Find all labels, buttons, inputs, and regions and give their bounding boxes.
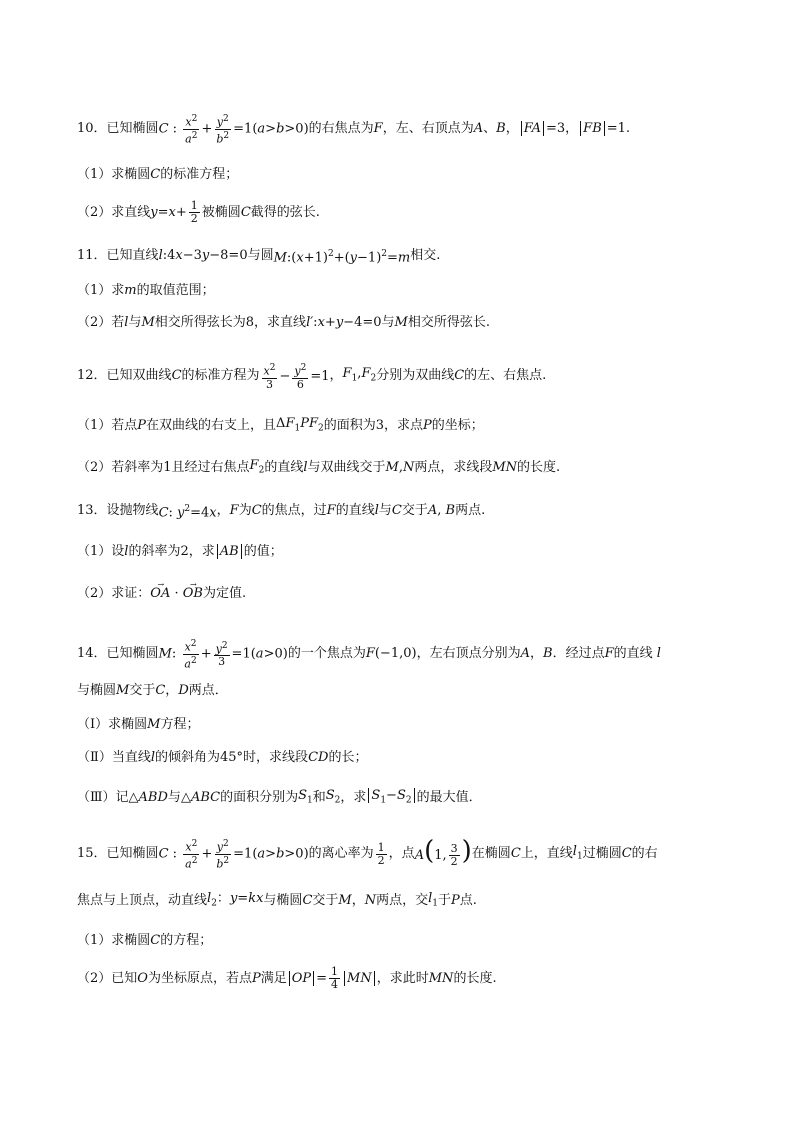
problem-13-part-1 — [77, 543, 754, 561]
text: （1）设 — [77, 544, 125, 559]
problem-12-part-1 — [77, 415, 754, 438]
text: ， — [505, 121, 519, 137]
text: 相交. — [410, 248, 441, 264]
text: （2）若 — [77, 315, 125, 330]
text: ， — [216, 503, 230, 519]
text: 交于 — [129, 683, 156, 698]
text: （2）已知 — [77, 970, 138, 986]
text: 的面积为3，求点 — [323, 418, 423, 434]
text: 为定值. — [202, 586, 247, 601]
problem-15-statement — [77, 835, 754, 871]
text: （1）求椭圆 — [77, 167, 151, 182]
problem-13-statement — [77, 500, 754, 522]
text: 两点. — [455, 503, 486, 519]
formula: C — [302, 893, 313, 909]
text: 上，直线 — [520, 846, 573, 862]
text: 的斜率为2，求 — [128, 544, 215, 559]
problem-15-statement-line-2 — [77, 890, 754, 913]
formula: MN — [492, 460, 518, 476]
formula: C — [454, 368, 465, 384]
formula: M — [141, 315, 155, 330]
text: 两点． — [188, 683, 228, 698]
formula: C: $y^2=4x$ — [158, 504, 217, 521]
formula: C : $\frac{x^2}{a^2}$ + $\frac{y^2}{b^2}$ =1(a>b>0) — [158, 839, 309, 871]
formula: P — [251, 970, 261, 986]
text: ，求此时 — [376, 970, 429, 986]
text: 的面积分别为 — [220, 790, 299, 806]
problem-12-statement — [77, 362, 754, 391]
formula: l:4x−3y−8=0 — [158, 248, 248, 264]
text: ， — [565, 121, 579, 137]
text: ，左右顶点分别为 — [416, 646, 521, 662]
formula: $F_2$ — [249, 458, 265, 476]
formula: l′:x+y−4=0 — [306, 315, 382, 330]
formula: △ABC — [180, 790, 221, 806]
formula: O — [137, 970, 148, 986]
formula: C — [150, 933, 161, 948]
problem-number: 15． — [77, 846, 107, 862]
text: 焦点与上顶点，动直线 — [77, 893, 208, 909]
text: 截得的弦长. — [250, 204, 320, 220]
formula: C — [240, 204, 251, 220]
problem-number: 14． — [77, 646, 107, 662]
formula: △ABD — [128, 790, 168, 806]
text: 交于 — [401, 503, 428, 519]
text: 已知椭圆 — [106, 846, 159, 862]
text: （Ⅱ）当直线 — [77, 750, 151, 765]
formula: C — [510, 846, 521, 862]
problem-14-part-3 — [77, 787, 754, 810]
text: 分别为双曲线 — [376, 368, 455, 384]
formula: $l_1$ — [428, 891, 439, 909]
formula: A, B — [427, 503, 456, 519]
problem-11-statement — [77, 245, 754, 267]
formula: $\Delta F_1PF_2$ — [276, 416, 324, 434]
text: ，左、右顶点为 — [382, 121, 474, 137]
text: 的离心率为 — [308, 846, 374, 862]
formula: $l_2$：y=kx — [207, 891, 264, 909]
problem-13-part-2 — [77, 585, 754, 603]
problem-number: 11． — [77, 248, 107, 264]
text: 在双曲线的右支上，且 — [146, 418, 277, 434]
text: 的最大值． — [416, 790, 482, 806]
formula: l — [124, 544, 129, 559]
formula: F — [229, 503, 239, 519]
text: ．经过点 — [552, 646, 605, 662]
problem-14-statement-line-2 — [77, 682, 754, 700]
text: 与 — [128, 315, 142, 330]
text: 与双曲线交于 — [307, 460, 386, 476]
formula: F — [604, 646, 614, 662]
text: 的直线 — [335, 503, 375, 519]
text: 的左、右焦点. — [464, 368, 547, 384]
text: 的长度. — [517, 460, 561, 476]
formula: l — [150, 750, 156, 765]
text: 的焦点，过 — [261, 503, 327, 519]
text: 方程； — [160, 717, 200, 732]
text: 满足 — [260, 970, 287, 986]
text: （2）求证： — [77, 586, 151, 601]
problem-10-statement — [77, 113, 754, 145]
text: 的右 — [631, 846, 658, 862]
text: 在椭圆 — [471, 846, 511, 862]
text: 的标准方程为 — [181, 368, 260, 384]
formula: N — [364, 893, 377, 909]
problem-11-part-2 — [77, 314, 754, 332]
problem-number: 12． — [77, 368, 107, 384]
formula: M — [116, 683, 130, 698]
formula: m — [124, 283, 137, 298]
text: 的长； — [328, 750, 368, 765]
formula: M,N — [385, 460, 415, 476]
formula: $S_2$ — [325, 788, 341, 806]
text: 两点，求线段 — [414, 460, 493, 476]
text: 的长度. — [453, 970, 497, 986]
text: ， — [351, 893, 365, 909]
problem-12-part-2 — [77, 457, 754, 480]
text: 与 — [378, 503, 392, 519]
text: 与圆 — [247, 248, 274, 264]
formula: F — [373, 121, 383, 137]
problem-15-part-2 — [77, 966, 754, 991]
text: 的坐标； — [431, 418, 484, 434]
problem-number: 10． — [77, 121, 107, 137]
formula: $S_1$ — [298, 788, 313, 806]
formula: l — [652, 646, 661, 662]
text: 与 — [381, 315, 395, 330]
text: ，求 — [340, 790, 367, 806]
text: 设抛物线 — [106, 503, 159, 519]
text: 于 — [438, 893, 452, 909]
text: 两点，交 — [376, 893, 429, 909]
problem-10-part-2 — [77, 200, 754, 225]
formula: C : $\frac{x^2}{a^2}$ + $\frac{y^2}{b^2}$ =1(a>b>0) — [158, 114, 309, 146]
text: ，点 — [388, 846, 415, 862]
text: 相交所得弦长为8，求直线 — [154, 315, 307, 330]
text: 的倾斜角为45°时，求线段 — [155, 750, 309, 765]
formula: l — [374, 503, 379, 519]
formula: FB =1. — [578, 120, 630, 138]
text: 相交所得弦长. — [407, 315, 490, 330]
formula: C — [251, 503, 262, 519]
text: 的值； — [243, 544, 283, 559]
text: （Ⅰ）求椭圆 — [77, 717, 148, 732]
formula: F — [326, 503, 336, 519]
problem-14-part-1 — [77, 716, 754, 734]
formula: C — [171, 368, 182, 384]
formula: $\frac{1}{2}$ — [377, 840, 385, 867]
text: 与椭圆 — [263, 893, 303, 909]
text: 为 — [238, 503, 252, 519]
problem-14-statement — [77, 638, 754, 670]
text: 已知双曲线 — [106, 368, 172, 384]
formula: A，B — [520, 646, 553, 662]
formula: P — [137, 418, 147, 434]
text: 的方程； — [160, 933, 213, 948]
text: （1）求椭圆 — [77, 933, 151, 948]
text: 点. — [459, 893, 477, 909]
formula: $M:(x+1)^2+(y-1)^2=m$ — [273, 249, 411, 266]
formula: MN — [428, 970, 454, 986]
problem-number: 13． — [77, 503, 107, 519]
text: （1）若点 — [77, 418, 138, 434]
formula: M — [147, 717, 161, 732]
text: ， — [329, 368, 343, 384]
formula: C — [391, 503, 402, 519]
formula: A(1, $\frac{3}{2}$ ) — [414, 835, 472, 868]
formula: → OA · → OB — [150, 585, 203, 603]
text: 的取值范围； — [136, 283, 215, 298]
problem-10-part-1 — [77, 166, 754, 184]
text: 的一个焦点为 — [287, 646, 366, 662]
text: 的直线 — [264, 460, 304, 476]
formula: P — [423, 418, 432, 434]
formula: A、B — [473, 121, 506, 137]
formula: C — [621, 846, 632, 862]
formula: C — [150, 167, 161, 182]
formula: M: $\frac{x^2}{a^2}$ + $\frac{y^2}{3}$ =1(a>0) — [158, 639, 288, 671]
formula: $F_1,F_2$ — [342, 366, 377, 384]
text: 过椭圆 — [582, 846, 622, 862]
formula: y=x+ $\frac{1}{2}$ — [150, 199, 198, 225]
formula: CD — [308, 750, 329, 765]
formula: C，D — [155, 683, 189, 698]
text: 已知椭圆 — [106, 646, 159, 662]
formula: $\frac{x^2}{3}$ − $\frac{y^2}{6}$ =1 — [263, 363, 330, 391]
formula: $S_1-S_2$ — [366, 787, 416, 810]
text: 的直线 — [613, 646, 653, 662]
formula: P — [451, 893, 460, 909]
text: 的标准方程； — [160, 167, 239, 182]
problem-14-part-2 — [77, 749, 754, 767]
text: （Ⅲ）记 — [77, 790, 129, 806]
formula: AB — [215, 543, 244, 561]
text: 为坐标原点，若点 — [147, 970, 252, 986]
text: 和 — [312, 790, 326, 806]
text: 与椭圆 — [77, 683, 117, 698]
text: 交于 — [312, 893, 339, 909]
formula: M — [338, 893, 352, 909]
text: 的右焦点为 — [308, 121, 374, 137]
formula: OP = $\frac{1}{4}$ MN — [287, 966, 377, 991]
text: （2）若斜率为1且经过右焦点 — [77, 460, 250, 476]
formula: l — [303, 460, 308, 476]
text: 与 — [167, 790, 181, 806]
text: 已知椭圆 — [106, 121, 159, 137]
text: （2）求直线 — [77, 204, 151, 220]
formula: FA =3 — [519, 120, 565, 138]
text: 已知直线 — [106, 248, 159, 264]
problem-11-part-1 — [77, 282, 754, 300]
text: 被椭圆 — [201, 204, 241, 220]
text: （1）求 — [77, 283, 125, 298]
formula: l — [124, 315, 129, 330]
problem-15-part-1 — [77, 932, 754, 950]
formula: F(−1,0) — [365, 646, 417, 662]
formula: M — [394, 315, 408, 330]
formula: $l_1$ — [572, 843, 583, 862]
